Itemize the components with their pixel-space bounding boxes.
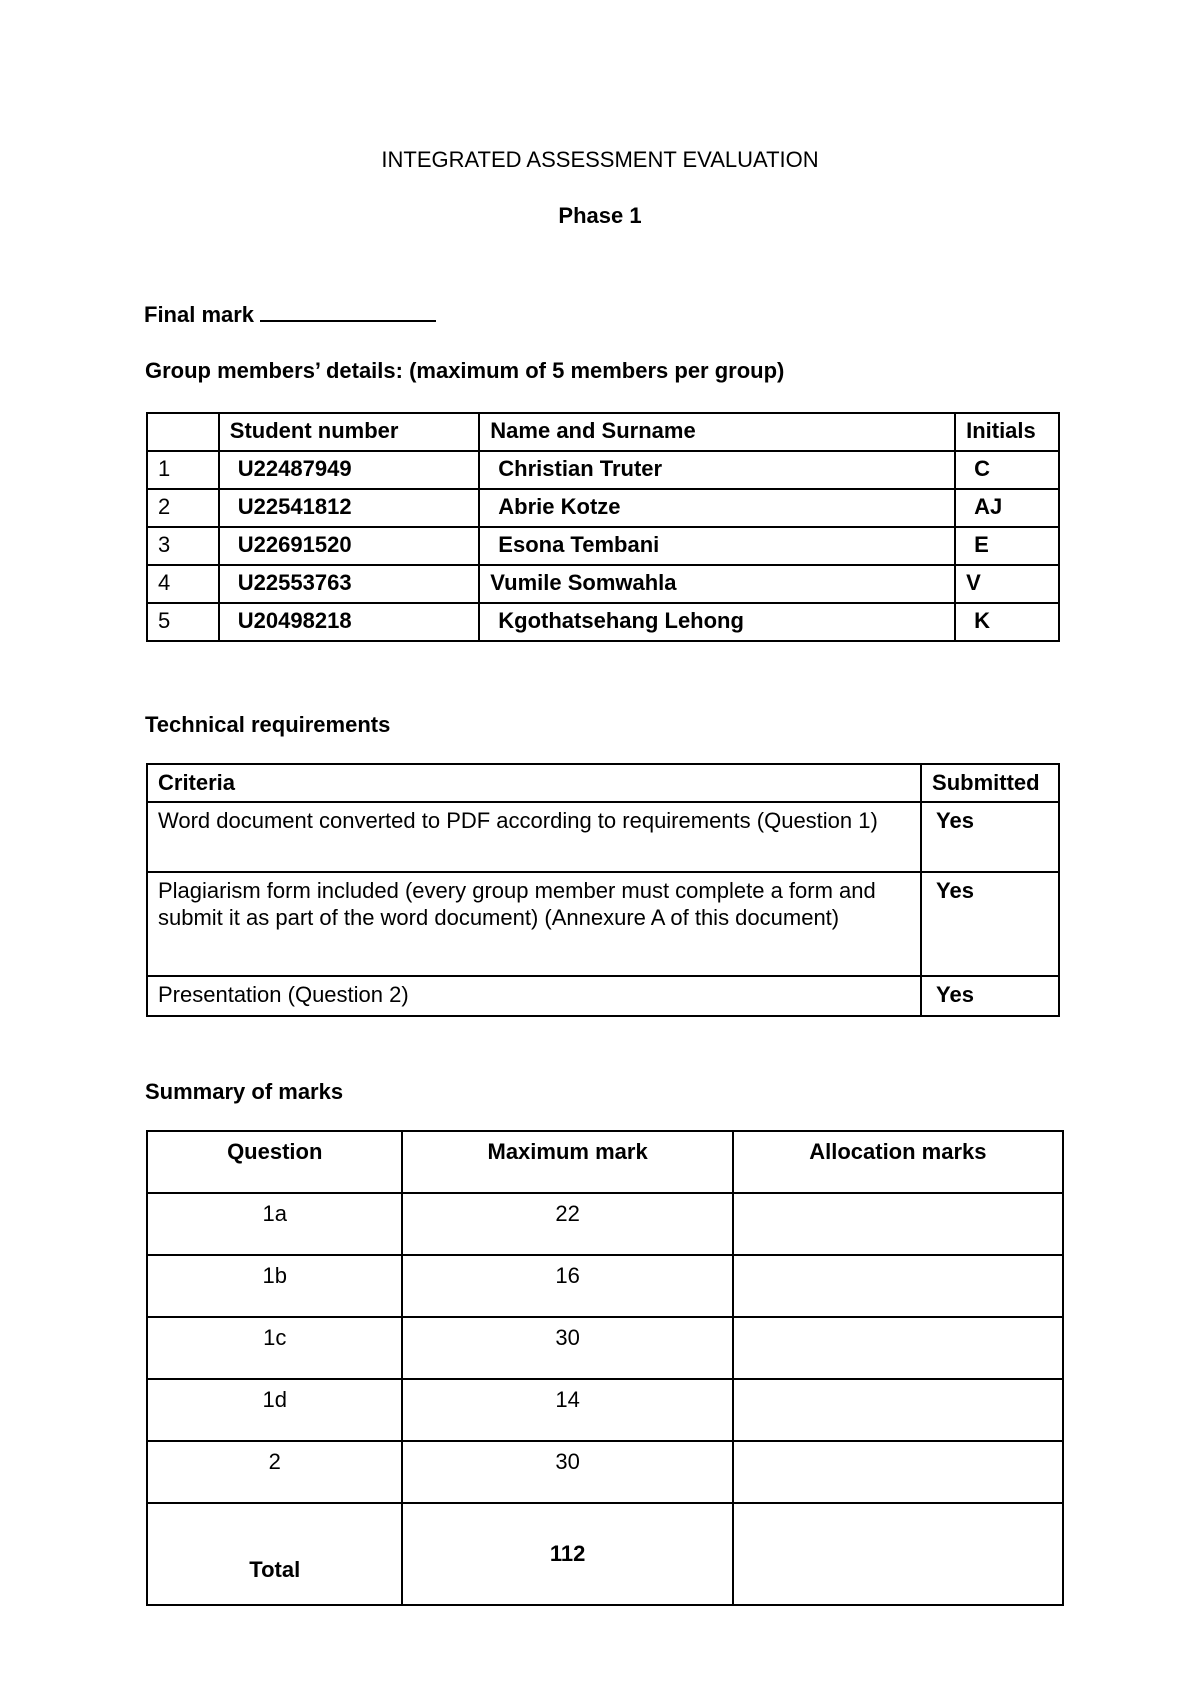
column-header-name: Name and Surname bbox=[479, 413, 955, 451]
member-student-number: U22487949 bbox=[219, 451, 479, 489]
total-row bbox=[147, 1503, 1063, 1605]
column-header-index bbox=[147, 413, 219, 451]
table-row bbox=[147, 603, 1059, 641]
member-name: Christian Truter bbox=[479, 451, 955, 489]
submitted-cell: Yes bbox=[921, 976, 1059, 1016]
column-header-question: Question bbox=[147, 1131, 402, 1193]
column-header-allocation: Allocation marks bbox=[733, 1131, 1063, 1193]
table-header-row bbox=[147, 1131, 1063, 1193]
summary-heading: Summary of marks bbox=[145, 1079, 344, 1104]
question-cell: 1a bbox=[147, 1193, 402, 1255]
criteria-cell: Plagiarism form included (every group member must complete a form and submit it as part of the word document) (Annexure A of this document) bbox=[147, 872, 921, 976]
maximum-mark-cell: 16 bbox=[402, 1255, 732, 1317]
member-name: Esona Tembani bbox=[479, 527, 955, 565]
technical-requirements-heading: Technical requirements bbox=[145, 712, 391, 737]
question-cell: 1d bbox=[147, 1379, 402, 1441]
member-student-number: U22691520 bbox=[219, 527, 479, 565]
member-student-number: U20498218 bbox=[219, 603, 479, 641]
table-row bbox=[147, 565, 1059, 603]
member-initials: AJ bbox=[955, 489, 1059, 527]
summary-table bbox=[146, 1130, 1064, 1606]
allocation-cell bbox=[733, 1379, 1063, 1441]
member-initials: V bbox=[955, 565, 1059, 603]
table-row bbox=[147, 802, 1059, 872]
total-allocation-cell bbox=[733, 1503, 1063, 1605]
column-header-initials: Initials bbox=[955, 413, 1059, 451]
column-header-submitted: Submitted bbox=[921, 764, 1059, 802]
submitted-cell: Yes bbox=[921, 802, 1059, 872]
member-initials: E bbox=[955, 527, 1059, 565]
member-index: 5 bbox=[147, 603, 219, 641]
table-row bbox=[147, 527, 1059, 565]
table-header-row bbox=[147, 764, 1059, 802]
submitted-cell: Yes bbox=[921, 872, 1059, 976]
group-members-heading: Group members’ details: (maximum of 5 members per group) bbox=[145, 358, 785, 383]
final-mark-line bbox=[144, 300, 436, 329]
column-header-student-number: Student number bbox=[219, 413, 479, 451]
member-student-number: U22553763 bbox=[219, 565, 479, 603]
member-student-number: U22541812 bbox=[219, 489, 479, 527]
member-name: Vumile Somwahla bbox=[479, 565, 955, 603]
column-header-maximum: Maximum mark bbox=[402, 1131, 732, 1193]
group-members-table bbox=[146, 412, 1060, 642]
table-row bbox=[147, 976, 1059, 1016]
question-cell: 2 bbox=[147, 1441, 402, 1503]
allocation-cell bbox=[733, 1193, 1063, 1255]
table-row bbox=[147, 489, 1059, 527]
table-row bbox=[147, 1379, 1063, 1441]
total-value: 112 bbox=[402, 1503, 732, 1605]
final-mark-blank bbox=[260, 300, 436, 322]
table-header-row bbox=[147, 413, 1059, 451]
member-index: 1 bbox=[147, 451, 219, 489]
member-name: Abrie Kotze bbox=[479, 489, 955, 527]
criteria-cell: Word document converted to PDF according to requirements (Question 1) bbox=[147, 802, 921, 872]
total-label: Total bbox=[147, 1503, 402, 1605]
member-index: 2 bbox=[147, 489, 219, 527]
column-header-criteria: Criteria bbox=[147, 764, 921, 802]
question-cell: 1b bbox=[147, 1255, 402, 1317]
allocation-cell bbox=[733, 1317, 1063, 1379]
document-title: INTEGRATED ASSESSMENT EVALUATION bbox=[381, 147, 819, 172]
table-row bbox=[147, 872, 1059, 976]
maximum-mark-cell: 14 bbox=[402, 1379, 732, 1441]
document-phase: Phase 1 bbox=[558, 203, 642, 228]
table-row bbox=[147, 451, 1059, 489]
member-initials: C bbox=[955, 451, 1059, 489]
maximum-mark-cell: 30 bbox=[402, 1441, 732, 1503]
member-name: Kgothatsehang Lehong bbox=[479, 603, 955, 641]
table-row bbox=[147, 1317, 1063, 1379]
criteria-cell: Presentation (Question 2) bbox=[147, 976, 921, 1016]
maximum-mark-cell: 22 bbox=[402, 1193, 732, 1255]
member-index: 3 bbox=[147, 527, 219, 565]
member-initials: K bbox=[955, 603, 1059, 641]
member-index: 4 bbox=[147, 565, 219, 603]
table-row bbox=[147, 1193, 1063, 1255]
maximum-mark-cell: 30 bbox=[402, 1317, 732, 1379]
technical-requirements-table bbox=[146, 763, 1060, 1017]
final-mark-label: Final mark bbox=[144, 302, 255, 327]
table-row bbox=[147, 1441, 1063, 1503]
allocation-cell bbox=[733, 1441, 1063, 1503]
table-row bbox=[147, 1255, 1063, 1317]
question-cell: 1c bbox=[147, 1317, 402, 1379]
allocation-cell bbox=[733, 1255, 1063, 1317]
